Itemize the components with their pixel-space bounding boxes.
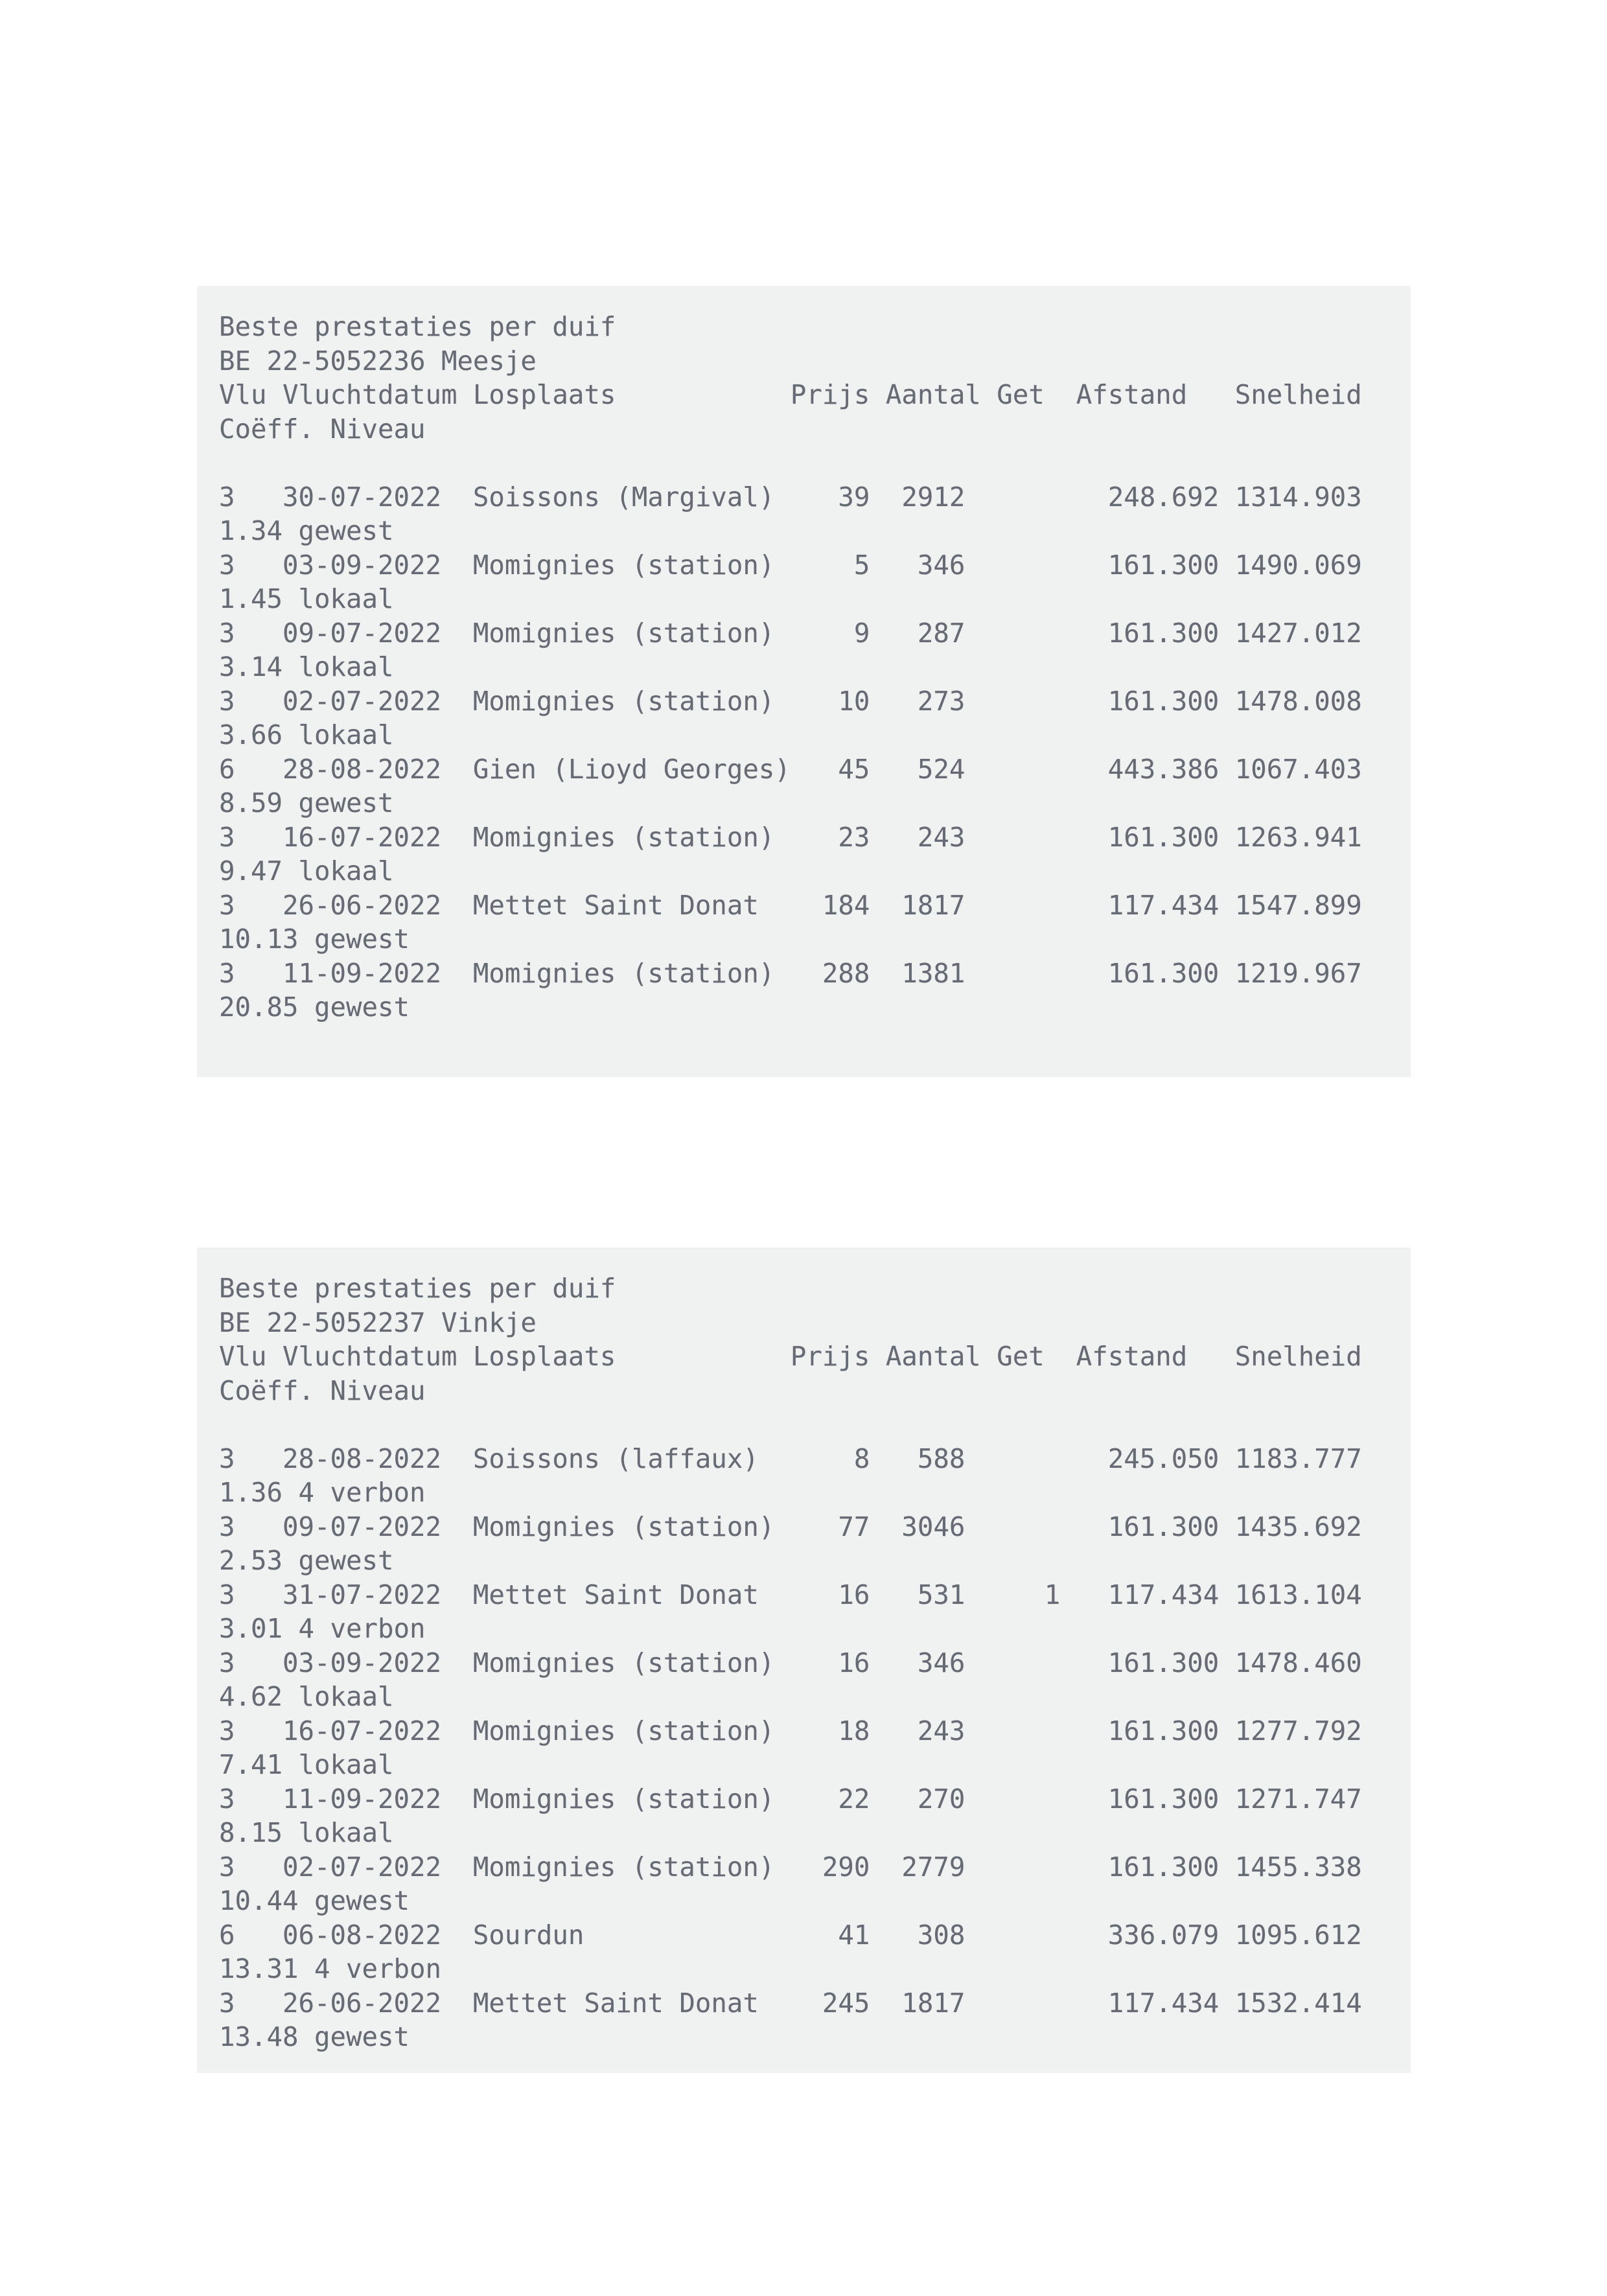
coeff-row: 1.34 gewest xyxy=(219,515,394,546)
result-row: 3 31-07-2022 Mettet Saint Donat 16 531 1 117.434 1613.104 xyxy=(219,1579,1362,1610)
result-row: 3 03-09-2022 Momignies (station) 5 346 161.300 1490.069 xyxy=(219,549,1362,581)
report-title: Beste prestaties per duif xyxy=(219,1273,616,1304)
coeff-row: 7.41 lokaal xyxy=(219,1749,394,1780)
coeff-row: 1.36 4 verbon xyxy=(219,1477,426,1508)
pigeon-ring-line: BE 22-5052236 Meesje xyxy=(219,345,537,377)
result-row: 3 09-07-2022 Momignies (station) 77 3046 161.300 1435.692 xyxy=(219,1511,1362,1542)
result-row: 3 30-07-2022 Soissons (Margival) 39 2912 248.692 1314.903 xyxy=(219,481,1362,513)
coeff-row: 10.44 gewest xyxy=(219,1885,410,1916)
coeff-row: 13.48 gewest xyxy=(219,2021,410,2052)
coeff-header-line: Coëff. Niveau xyxy=(219,1374,426,1406)
result-row: 6 06-08-2022 Sourdun 41 308 336.079 1095.612 xyxy=(219,1919,1362,1951)
table-header-line: Vlu Vluchtdatum Losplaats Prijs Aantal Get Afstand Snelheid xyxy=(219,379,1362,410)
spacer-line xyxy=(219,1408,1411,1442)
result-row: 3 16-07-2022 Momignies (station) 23 243 161.300 1263.941 xyxy=(219,821,1362,853)
coeff-row: 20.85 gewest xyxy=(219,991,410,1023)
result-row: 3 03-09-2022 Momignies (station) 16 346 161.300 1478.460 xyxy=(219,1647,1362,1678)
result-row: 3 02-07-2022 Momignies (station) 290 2779 161.300 1455.338 xyxy=(219,1851,1362,1883)
coeff-row: 3.66 lokaal xyxy=(219,719,394,750)
report-title: Beste prestaties per duif xyxy=(219,311,616,342)
coeff-row: 8.15 lokaal xyxy=(219,1817,394,1848)
best-performances-block-2 xyxy=(197,1247,1411,2073)
coeff-row: 2.53 gewest xyxy=(219,1545,394,1576)
table-header-line: Vlu Vluchtdatum Losplaats Prijs Aantal Get Afstand Snelheid xyxy=(219,1341,1362,1372)
coeff-row: 8.59 gewest xyxy=(219,787,394,818)
coeff-row: 3.01 4 verbon xyxy=(219,1613,426,1644)
spacer-line xyxy=(219,1025,1411,1059)
result-row: 3 28-08-2022 Soissons (laffaux) 8 588 245.050 1183.777 xyxy=(219,1443,1362,1474)
coeff-row: 9.47 lokaal xyxy=(219,855,394,887)
coeff-row: 13.31 4 verbon xyxy=(219,1953,441,1984)
coeff-row: 3.14 lokaal xyxy=(219,651,394,682)
coeff-row: 4.62 lokaal xyxy=(219,1681,394,1712)
coeff-header-line: Coëff. Niveau xyxy=(219,413,426,445)
spacer-line xyxy=(219,446,1411,480)
result-row: 3 26-06-2022 Mettet Saint Donat 245 1817 117.434 1532.414 xyxy=(219,1987,1362,2019)
result-row: 3 02-07-2022 Momignies (station) 10 273 161.300 1478.008 xyxy=(219,685,1362,717)
result-row: 3 16-07-2022 Momignies (station) 18 243 161.300 1277.792 xyxy=(219,1715,1362,1746)
result-row: 3 11-09-2022 Momignies (station) 22 270 161.300 1271.747 xyxy=(219,1783,1362,1815)
result-row: 3 09-07-2022 Momignies (station) 9 287 161.300 1427.012 xyxy=(219,617,1362,649)
result-row: 3 11-09-2022 Momignies (station) 288 1381 161.300 1219.967 xyxy=(219,957,1362,989)
result-row: 3 26-06-2022 Mettet Saint Donat 184 1817 117.434 1547.899 xyxy=(219,889,1362,921)
coeff-row: 1.45 lokaal xyxy=(219,583,394,614)
best-performances-block-1 xyxy=(197,286,1411,1077)
coeff-row: 10.13 gewest xyxy=(219,923,410,955)
result-row: 6 28-08-2022 Gien (Lioyd Georges) 45 524 443.386 1067.403 xyxy=(219,753,1362,785)
pigeon-ring-line: BE 22-5052237 Vinkje xyxy=(219,1306,537,1338)
